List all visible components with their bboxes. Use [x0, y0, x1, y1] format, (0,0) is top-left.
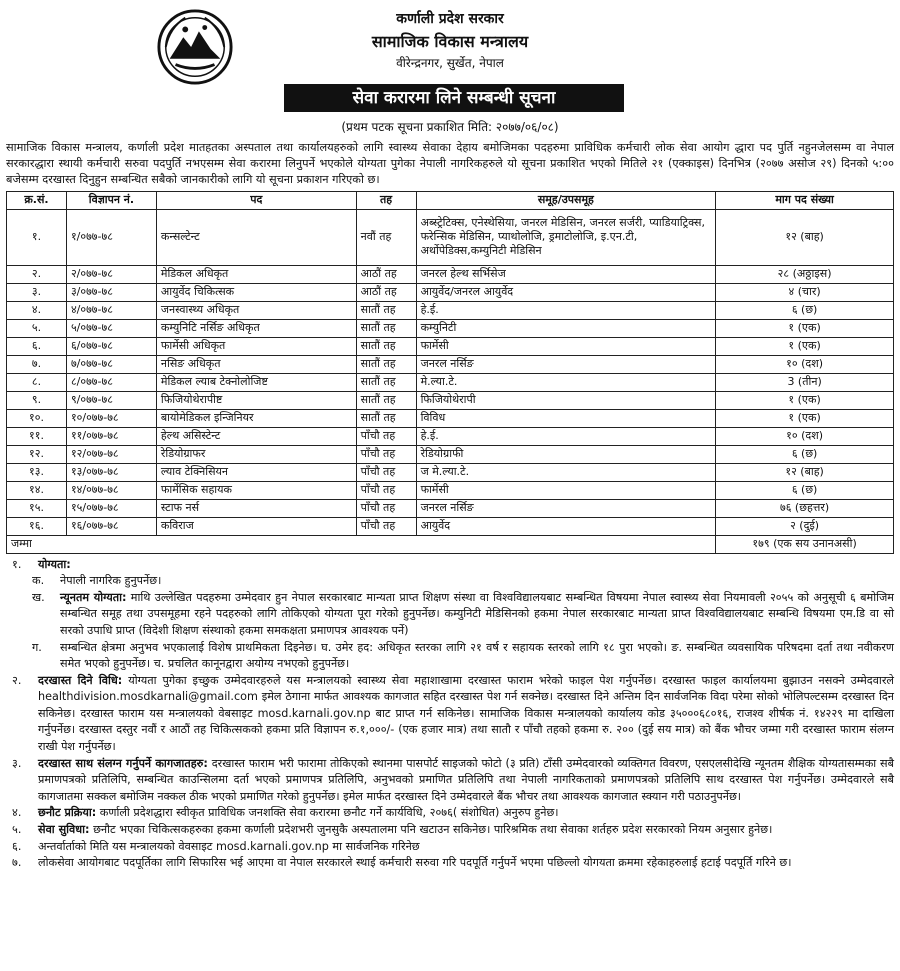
cell-ad-no: १०/०७७-७८ — [66, 409, 156, 427]
table-total-row — [7, 535, 894, 553]
cell-ad-no: ११/०७७-७८ — [66, 427, 156, 445]
section-selection-process — [6, 805, 894, 822]
cell-post: ल्याव टेक्निसियन — [156, 463, 356, 481]
section-title: योग्यता: — [38, 557, 71, 571]
cell-sn: ६. — [7, 337, 67, 355]
section-number: ३. — [12, 756, 22, 770]
subsection-other-requirements — [6, 640, 894, 673]
subsection-number: क. — [32, 574, 45, 588]
section-text: कर्णाली प्रदेशद्धारा स्वीकृत प्राविधिक जनशक्ति सेवा करारमा छनौट गर्ने कार्यविधि, २०७६( संशोधित) अनुरुप हुनेछ। — [99, 806, 559, 820]
cell-group: फिजियोथेरापी — [416, 391, 716, 409]
cell-sn: २. — [7, 265, 67, 283]
section-text: दरखास्त फाराम भरी फारामा तोकिएको स्थानमा पासपोर्ट साइजको फोटो (३ प्रति) टाँसी उम्मेदवारको व्यक्तिगत विवरण, एसएलसीदेखि न्यूनतम शैक्षिक योग्यतासम्मका सबै प्रमाणपत्रको प्रतिलिपि, सम्बन्धित काउन्सिलमा दर्ता भएको प्रमाणपत्र प्रतिलिपि, अनुभवको प्रमाणित प्रतिलिपि तथा नेपाली नागरिकताको प्रमाणपत्रको प्रतिलिपि साथ दरखास्त पेश गर्नुपर्नेछ। उम्मेदवारले सबै कागजातमा सक्कल बमोजिम नक्कल ठीक भएको प्रमाणित गरेको हुनुपर्नेछ। इमेल मार्फत दरखास्त दिने उम्मेदवारले बैंक भौचर तथा आवश्यक कागजात स्क्यान गरी पठाउनुपर्नेछ। — [38, 756, 895, 803]
section-text: अन्तर्वार्ताको मिति यस मन्त्रालयको वेवसाइट mosd.karnali.gov.np मा सार्वजनिक गरिनेछ — [38, 839, 420, 853]
cell-sn: १. — [7, 209, 67, 265]
cell-group: अब्स्ट्रेटिक्स, एनेस्थेसिया, जनरल मेडिसिन, जनरल सर्जरी, प्याडियाट्रिक्स, फरेन्सिक मेडिसिन, प्याथोलोजि, ड्रमाटोलोजि, इ.एन.टी, अर्थोपेडिक्स,कम्युनिटी मेडिसिन — [416, 209, 716, 265]
section-title: छनौट प्रक्रिया: — [38, 806, 97, 820]
cell-sn: ११. — [7, 427, 67, 445]
cell-post: स्टाफ नर्स — [156, 499, 356, 517]
cell-count: १२ (बाह) — [716, 463, 894, 481]
col-header-group: समूह/उपसमूह — [416, 191, 716, 209]
section-title: दरखास्त दिने विधि: — [38, 673, 123, 687]
section-required-documents — [6, 756, 894, 806]
section-replacement-clause — [6, 855, 894, 872]
cell-group: ज मे.ल्या.टे. — [416, 463, 716, 481]
cell-level: पाँचौ तह — [356, 463, 416, 481]
table-row — [7, 427, 894, 445]
cell-count: १२ (बाह) — [716, 209, 894, 265]
total-value: १७९ (एक सय उनानअसी) — [716, 535, 894, 553]
section-number: ४. — [12, 806, 22, 820]
table-row — [7, 463, 894, 481]
cell-ad-no: १/०७७-७८ — [66, 209, 156, 265]
cell-level: आठौं तह — [356, 283, 416, 301]
cell-post: जनस्वास्थ्य अधिकृत — [156, 301, 356, 319]
cell-ad-no: १३/०७७-७८ — [66, 463, 156, 481]
cell-count: ४ (चार) — [716, 283, 894, 301]
cell-ad-no: १५/०७७-७८ — [66, 499, 156, 517]
table-row — [7, 355, 894, 373]
org-line-address: वीरेन्द्रनगर, सुर्खेत, नेपाल — [396, 56, 504, 70]
subsection-number: ख. — [32, 590, 45, 604]
cell-ad-no: १४/०७७-७८ — [66, 481, 156, 499]
cell-ad-no: ९/०७७-७८ — [66, 391, 156, 409]
cell-level: आठौं तह — [356, 265, 416, 283]
table-row — [7, 209, 894, 265]
section-number: १. — [12, 557, 22, 571]
section-title: दरखास्त साथ संलग्न गर्नुपर्ने कागजातहरु: — [38, 756, 208, 770]
subsection-text: नेपाली नागरिक हुनुपर्नेछ। — [60, 574, 162, 588]
org-line-province: कर्णाली प्रदेश सरकार — [396, 11, 504, 27]
cell-post: बायोमेडिकल इन्जिनियर — [156, 409, 356, 427]
section-text: योग्यता पुगेका इच्छुक उम्मेदवारहरुले यस मन्त्रालयको स्वास्थ्य सेवा महाशाखामा दरखास्त फाराम भरेको फाइल पेश गर्नुपर्नेछ। दरखास्त फाइल कार्यालयमा बुझाउन नसक्ने उम्मेदवारले healthdivision.mosdkarnali@gmail.com इमेल ठेगाना मार्फत आवश्यक कागजात सहित दरखास्त पेश गर्न सक्नेछ। दरखास्त दिने अन्तिम दिन सार्वजनिक विदा परेमा सोको भोलिपल्टसम्म दरखास्त दिन सकिनेछ। दरखास्त फाराम यस मन्त्रालयको वेबसाइट mosd.karnali.gov.np बाट प्राप्त गर्न सकिनेछ। सामाजिक विकास मन्त्रालयको कार्यालय कोड ३५०००६८०१६, राजश्व शीर्षक नं. १४२२९ मा दाखिला गर्नुपर्नेछ। दरखास्त दस्तुर नवौं र आठौं तह चिकित्सकको हकमा प्रति विज्ञापन रु.१,०००/- (एक हजार मात्र) तथा सातौ र पाँचौ तहको हकमा रु. २०० (दुई सय मात्र) को बैंक भौचर जम्मा गरी दरखास्त फाराम संलग्न राखी पेश गर्नुपर्नेछ। — [38, 673, 894, 754]
cell-post: कन्सल्टेन्ट — [156, 209, 356, 265]
subsection-text: सम्बन्धित क्षेत्रमा अनुभव भएकालाई विशेष प्राथमिकता दिइनेछ। घ. उमेर हद: अधिकृत स्तरका लागि २१ वर्ष र सहायक स्तरको लागि १८ पुरा भएको। ङ. सम्बन्धित व्यवसायिक परिषदमा दर्ता तथा नवीकरण समेत भएको हुनुपर्नेछ। च. प्रचलित कानूनद्वारा अयोग्य नभएको हुनुपर्नेछ। — [60, 640, 894, 671]
cell-count: १ (एक) — [716, 337, 894, 355]
cell-level: सातौं तह — [356, 391, 416, 409]
section-number: ५. — [12, 822, 22, 836]
table-row — [7, 481, 894, 499]
notice-title-banner: सेवा करारमा लिने सम्बन्धी सूचना — [284, 84, 624, 112]
cell-sn: ३. — [7, 283, 67, 301]
section-service-benefits — [6, 822, 894, 839]
cell-level: पाँचौ तह — [356, 499, 416, 517]
cell-sn: १०. — [7, 409, 67, 427]
cell-group: विविध — [416, 409, 716, 427]
table-header-row — [7, 191, 894, 209]
cell-post: कविराज — [156, 517, 356, 535]
cell-sn: १५. — [7, 499, 67, 517]
table-row — [7, 445, 894, 463]
cell-count: २८ (अठ्ठाइस) — [716, 265, 894, 283]
cell-level: सातौं तह — [356, 319, 416, 337]
section-title: सेवा सुविधा: — [38, 822, 90, 836]
cell-ad-no: १६/०७७-७८ — [66, 517, 156, 535]
cell-level: सातौं तह — [356, 337, 416, 355]
cell-count: १० (दश) — [716, 355, 894, 373]
cell-count: ७६ (छहत्तर) — [716, 499, 894, 517]
cell-level: सातौं तह — [356, 355, 416, 373]
cell-sn: ४. — [7, 301, 67, 319]
intro-paragraph: सामाजिक विकास मन्त्रालय, कर्णाली प्रदेश मातहतका अस्पताल तथा कार्यालयहरुको लागि स्वास्थ्य सेवाका देहाय बमोजिमका पदहरुमा प्राविधिक कर्मचारी लोक सेवा आयोग द्धारा पद पुर्ति नहुनजेलसम्म वा नेपाल सरकारद्धारा स्थायी कर्मचारी सरुवा पदपुर्ति नभएसम्म सेवा करारमा लिनुपर्ने भएकोले योग्यता पुगेका नेपाली नागरिकहरुले यो सूचना प्रकाशित भएको मितिले २१ (एक्काइस) दिनभित्र (२०७७ असोज २९) दिनको ५:०० बजेसम्म दरखास्त दिनुहुन सम्बन्धित सबैको जानकारीको लागि यो सूचना प्रकाशन गरिएको छ। — [6, 140, 894, 186]
col-header-count: माग पद संख्या — [716, 191, 894, 209]
cell-post: मेडिकल अधिकृत — [156, 265, 356, 283]
cell-ad-no: ५/०७७-७८ — [66, 319, 156, 337]
cell-level: पाँचौ तह — [356, 427, 416, 445]
cell-group: फार्मेसी — [416, 337, 716, 355]
table-row — [7, 337, 894, 355]
table-row — [7, 373, 894, 391]
cell-group: कम्युनिटी — [416, 319, 716, 337]
table-row — [7, 283, 894, 301]
cell-ad-no: ८/०७७-७८ — [66, 373, 156, 391]
cell-ad-no: ६/०७७-७८ — [66, 337, 156, 355]
cell-level: पाँचौ तह — [356, 517, 416, 535]
section-text: लोकसेवा आयोगबाट पदपूर्तिका लागि सिफारिस भई आएमा वा नेपाल सरकारले स्थाई कर्मचारी सरुवा गरि पदपूर्ति गर्नुपर्ने भएमा पछिल्लो योगयता क्रममा रहेकाहरुलाई हटाई पदपूर्ति गरिने छ। — [38, 856, 792, 870]
table-row — [7, 391, 894, 409]
col-header-ad-no: विज्ञापन नं. — [66, 191, 156, 209]
subsection-title: न्यूनतम योग्यता: — [60, 590, 127, 604]
cell-group: मे.ल्या.टे. — [416, 373, 716, 391]
section-qualification — [6, 557, 894, 574]
subsection-number: ग. — [32, 640, 42, 654]
notice-header — [6, 4, 894, 114]
cell-group: हे.ई. — [416, 427, 716, 445]
col-header-level: तह — [356, 191, 416, 209]
cell-group: फार्मेसी — [416, 481, 716, 499]
cell-ad-no: ७/०७७-७८ — [66, 355, 156, 373]
cell-count: ६ (छ) — [716, 445, 894, 463]
cell-sn: ८. — [7, 373, 67, 391]
cell-group: रेडियोग्राफी — [416, 445, 716, 463]
cell-group: जनरल हेल्थ सर्भिसेज — [416, 265, 716, 283]
cell-sn: १२. — [7, 445, 67, 463]
cell-level: सातौं तह — [356, 301, 416, 319]
cell-sn: ७. — [7, 355, 67, 373]
cell-count: ६ (छ) — [716, 301, 894, 319]
section-number: २. — [12, 673, 22, 687]
total-label: जम्मा — [7, 535, 716, 553]
section-number: ६. — [12, 839, 22, 853]
notice-page — [6, 4, 894, 872]
section-application-method — [6, 673, 894, 756]
cell-group: आयुर्वेद — [416, 517, 716, 535]
cell-group: आयुर्वेद/जनरल आयुर्वेद — [416, 283, 716, 301]
cell-ad-no: १२/०७७-७८ — [66, 445, 156, 463]
cell-level: सातौं तह — [356, 373, 416, 391]
cell-post: फार्मेसिक सहायक — [156, 481, 356, 499]
cell-level: पाँचौ तह — [356, 445, 416, 463]
vacancy-table — [6, 191, 894, 554]
table-row — [7, 517, 894, 535]
cell-ad-no: ४/०७७-७८ — [66, 301, 156, 319]
cell-sn: ५. — [7, 319, 67, 337]
cell-post: कम्युनिटि नर्सिङ अधिकृत — [156, 319, 356, 337]
table-row — [7, 301, 894, 319]
subsection-text: माथि उल्लेखित पदहरुमा उम्मेदवार हुन नेपाल सरकारबाट मान्यता प्राप्त शिक्षण संस्था वा विश्वविद्यालयबाट सम्बन्धित विषयमा नेपाल स्वास्थ्य सेवा नियमावली २०५५ को अनुसूची ६ बमोजिम सम्बन्धित समूह तथा उपसमूहमा रहने पदहरुको लागि तोकिएको योग्यता पूरा गरेको हुनुपर्नेछ। कम्युनिटी मेडिसिनको हकमा नेपाल सरकारबाट मान्यता प्राप्त विश्वविद्यालयबाट सम्बन्धि विषयमा एम.डि वा सो सरको उपाधि प्राप्त (विदेशी शिक्षण संस्थाको हकमा समकक्षता प्रमाणपत्र आवश्यक पर्ने) — [60, 590, 894, 637]
cell-group: हे.ई. — [416, 301, 716, 319]
cell-count: १० (दश) — [716, 427, 894, 445]
cell-post: आयुर्वेद चिकित्सक — [156, 283, 356, 301]
cell-count: १ (एक) — [716, 409, 894, 427]
cell-group: जनरल नर्सिङ — [416, 355, 716, 373]
cell-ad-no: २/०७७-७८ — [66, 265, 156, 283]
cell-post: मेडिकल ल्याब टेक्नोलोजिष्ट — [156, 373, 356, 391]
cell-count: 3 (तीन) — [716, 373, 894, 391]
cell-count: २ (दुई) — [716, 517, 894, 535]
section-text: छनौट भएका चिकित्सकहरुका हकमा कर्णाली प्रदेशभरी जुनसुकै अस्पतालमा पनि खटाउन सकिनेछ। पारिश्रमिक तथा सेवाका शर्तहरु प्रदेश सरकारको नियम अनुसार हुनेछ। — [93, 822, 773, 836]
cell-post: रेडियोग्राफर — [156, 445, 356, 463]
cell-count: १ (एक) — [716, 391, 894, 409]
cell-post: फार्मेसी अधिकृत — [156, 337, 356, 355]
cell-post: नसिङ अधिकृत — [156, 355, 356, 373]
table-row — [7, 499, 894, 517]
col-header-sn: क्र.सं. — [7, 191, 67, 209]
cell-post: हेल्थ असिस्टेन्ट — [156, 427, 356, 445]
section-number: ७. — [12, 856, 22, 870]
cell-level: सातौं तह — [356, 409, 416, 427]
publication-date: (प्रथम पटक सूचना प्रकाशित मिति: २०७७/०६/०८) — [341, 120, 559, 134]
org-line-ministry: सामाजिक विकास मन्त्रालय — [371, 32, 529, 51]
cell-group: जनरल नर्सिङ — [416, 499, 716, 517]
cell-level: पाँचौ तह — [356, 481, 416, 499]
cell-count: १ (एक) — [716, 319, 894, 337]
subsection-min-qualification — [6, 590, 894, 640]
cell-sn: १३. — [7, 463, 67, 481]
cell-sn: १४. — [7, 481, 67, 499]
subsection-nationality — [6, 573, 894, 590]
col-header-post: पद — [156, 191, 356, 209]
cell-ad-no: ३/०७७-७८ — [66, 283, 156, 301]
cell-post: फिजियोथेरापीष्ट — [156, 391, 356, 409]
table-row — [7, 409, 894, 427]
cell-sn: ९. — [7, 391, 67, 409]
section-interview-date — [6, 839, 894, 856]
cell-sn: १६. — [7, 517, 67, 535]
cell-count: ६ (छ) — [716, 481, 894, 499]
table-row — [7, 265, 894, 283]
table-row — [7, 319, 894, 337]
cell-level: नवौं तह — [356, 209, 416, 265]
requirements-section — [6, 557, 894, 872]
